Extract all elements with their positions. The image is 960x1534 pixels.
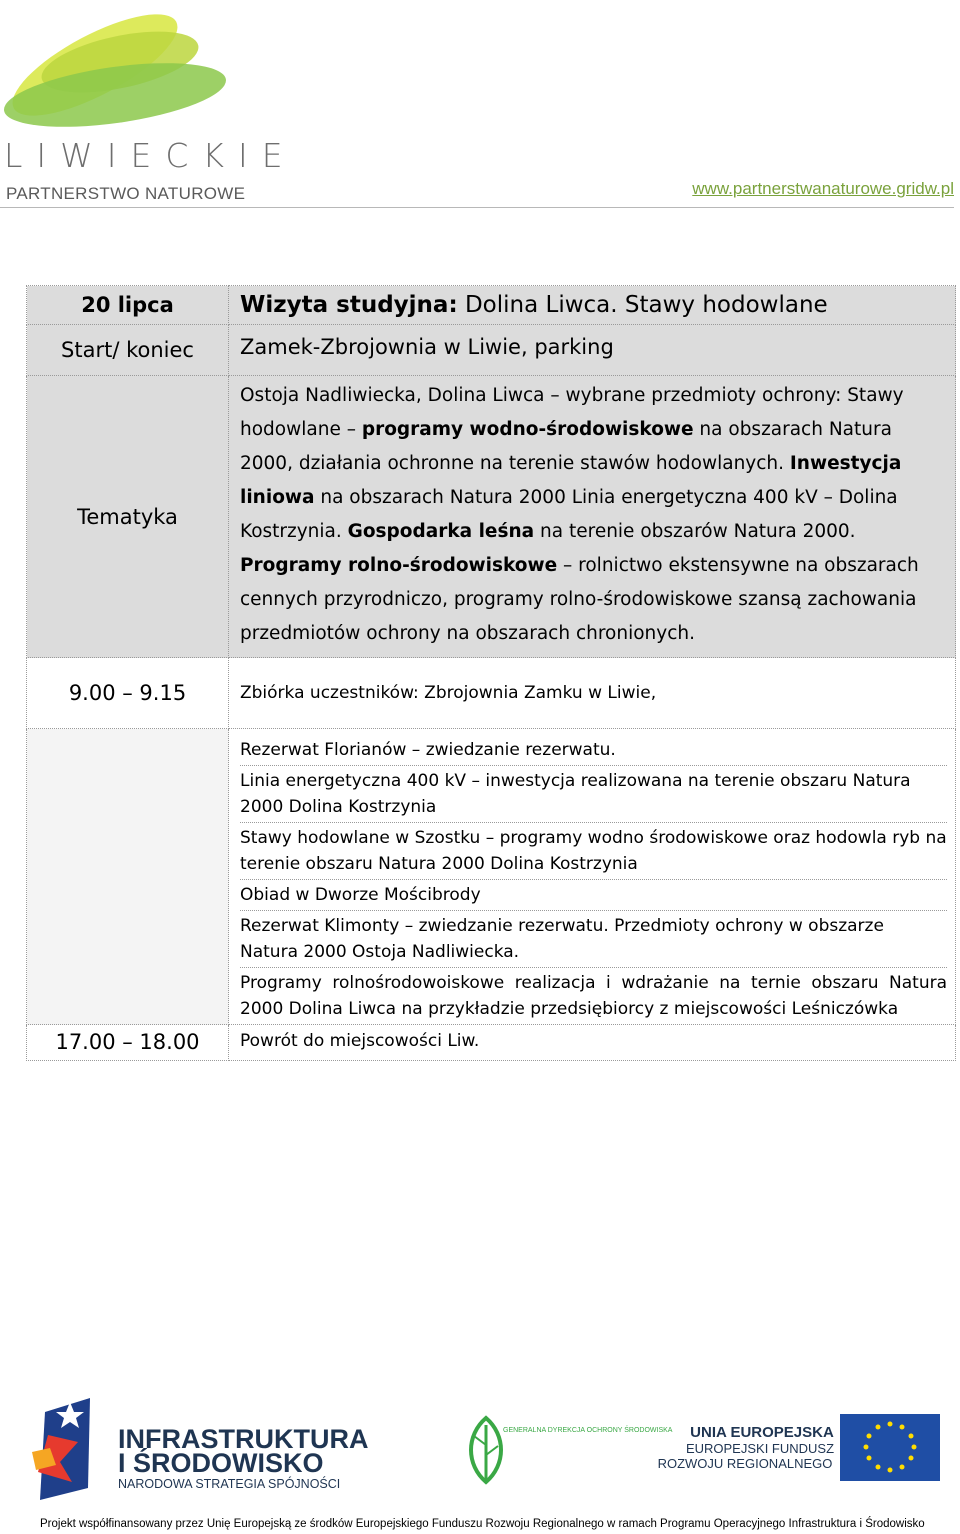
start-label: Start/ koniec — [27, 325, 229, 376]
return-time: 17.00 – 18.00 — [27, 1025, 229, 1061]
footer-logos — [0, 1390, 960, 1500]
topic-text-2: na obszarach Natura 2000, działania ochronne na terenie stawów hodowlanych. — [240, 419, 892, 474]
logo1-line1: INFRASTRUKTURA — [118, 1424, 369, 1454]
gather-time: 9.00 – 9.15 — [27, 658, 229, 729]
gather-text: Zbiórka uczestników: Zbrojownia Zamku w Liwie, — [229, 658, 956, 729]
topic-bold-4: Programy rolno-środowiskowe — [240, 555, 558, 576]
website-link[interactable]: www.partnerstwanaturowe.gridw.pl — [692, 179, 954, 198]
topic-text-3: na obszarach Natura 2000 Linia energetyczna 400 kV – Dolina Kostrzynia. — [240, 487, 898, 542]
topic-bold-2: Inwestycja liniowa — [240, 453, 902, 508]
topic-label: Tematyka — [27, 376, 229, 658]
logo-subtitle: PARTNERSTWO NATUROWE — [6, 184, 246, 203]
topic-bold-3: Gospodarka leśna — [347, 521, 535, 542]
date-cell: 20 lipca — [27, 286, 229, 325]
gdos-leaf-icon — [471, 1418, 501, 1482]
program-time-empty — [27, 729, 229, 1025]
return-text: Powrót do miejscowości Liw. — [229, 1025, 956, 1061]
header-divider — [0, 207, 954, 208]
topic-text-4: na terenie obszarów Natura 2000. — [534, 521, 856, 542]
table-row — [27, 729, 956, 1025]
program-item: Rezerwat Klimonty – zwiedzanie rezerwatu. Przedmioty ochrony w obszarze Natura 2000 Ostoja Nadliwiecka. — [240, 911, 947, 968]
logo-name: LIWIECKIE — [4, 136, 297, 175]
footer-note: Projekt współfinansowany przez Unię Europejską ze środków Europejskiego Funduszu Rozwoju Regionalnego w ramach Programu Operacyjnego Infrastruktura i Środowisko — [40, 1518, 925, 1530]
program-item: Stawy hodowlane w Szostku – programy wodno środowiskowe oraz hodowla ryb na terenie obszaru Natura 2000 Dolina Kostrzynia — [240, 823, 947, 880]
logo3-line2: EUROPEJSKI FUNDUSZ — [685, 1441, 835, 1456]
program-item: Linia energetyczna 400 kV – inwestycja realizowana na terenie obszaru Natura 2000 Dolina Kostrzynia — [240, 766, 947, 823]
topic-text — [229, 376, 956, 658]
topic-text-1: Ostoja Nadliwiecka, Dolina Liwca – wybrane przedmioty ochrony: Stawy hodowlane – — [240, 385, 904, 440]
title-cell — [229, 286, 956, 325]
program-item: Obiad w Dworze Mościbrody — [240, 880, 947, 911]
table-row — [27, 376, 956, 658]
topic-bold-1: programy wodno-środowiskowe — [361, 419, 694, 440]
program-item: Programy rolnośrodowoiskowe realizacja i wdrażanie na ternie obszaru Natura 2000 Dolina Liwca na przykładzie przedsiębiorcy z miejscowości Leśniczówka — [240, 973, 947, 1019]
table-row — [27, 1025, 956, 1061]
logo1-line2: I ŚRODOWISKO — [118, 1448, 324, 1478]
title-rest: Dolina Liwca. Stawy hodowlane — [457, 292, 828, 318]
logo3-line3: ROZWOJU REGIONALNEGO — [657, 1456, 833, 1471]
program-item: Rezerwat Florianów – zwiedzanie rezerwatu. — [240, 735, 947, 766]
table-row — [27, 286, 956, 325]
infrastruktura-logo-icon — [32, 1398, 90, 1500]
topic-text-5: – rolnictwo ekstensywne na obszarach cennych przyrodniczo, programy rolno-środowiskowe szansą zachowania przedmiotów ochrony na obszarach chronionych. — [240, 555, 919, 644]
title-bold: Wizyta studyjna: — [240, 292, 458, 318]
program-table — [26, 285, 956, 1061]
start-value: Zamek-Zbrojownia w Liwie, parking — [229, 325, 956, 376]
logo2-text: GENERALNA DYREKCJA OCHRONY ŚRODOWISKA — [503, 1427, 673, 1434]
logo3-line1: UNIA EUROPEJSKA — [690, 1424, 834, 1441]
program-items — [229, 729, 956, 1025]
table-row — [27, 325, 956, 376]
table-row — [27, 658, 956, 729]
logo1-line3: NARODOWA STRATEGIA SPÓJNOŚCI — [118, 1477, 341, 1491]
liwieckie-logo — [0, 0, 235, 210]
